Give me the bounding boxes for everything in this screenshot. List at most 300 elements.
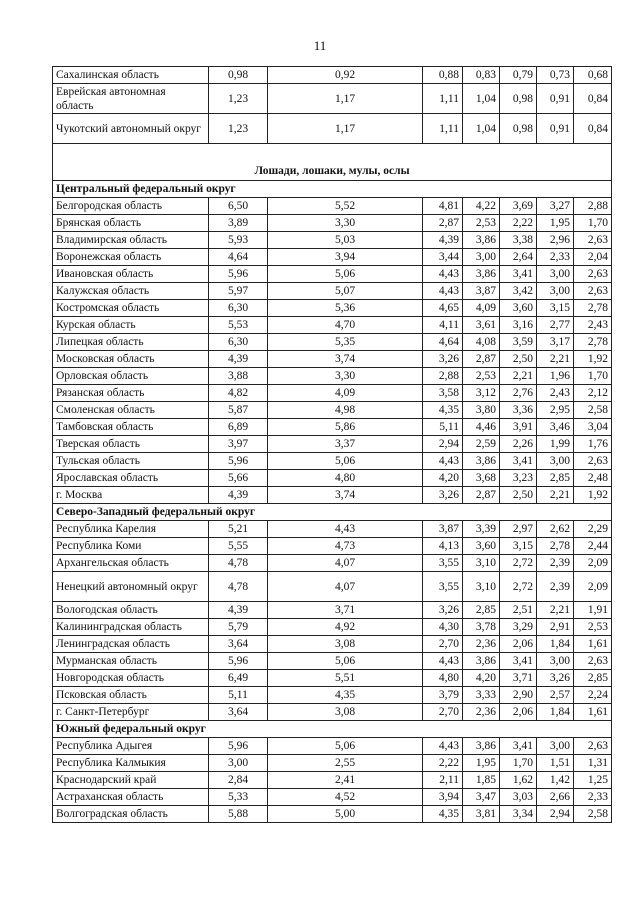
table-row	[53, 368, 612, 385]
subject-name-cell: Мурманская область	[53, 653, 209, 670]
value-cell-1: 4,78	[209, 572, 268, 602]
subject-name-cell: Ненецкий автономный округ	[53, 572, 209, 602]
table-row	[53, 266, 612, 283]
value-cell-6: 3,15	[537, 300, 574, 317]
value-cell-1: 6,49	[209, 670, 268, 687]
subject-name-cell: Псковская область	[53, 687, 209, 704]
value-cell-5: 3,15	[500, 538, 537, 555]
value-cell-7: 2,43	[574, 317, 612, 334]
value-cell-3: 3,79	[423, 687, 463, 704]
value-cell-1: 6,30	[209, 334, 268, 351]
value-cell-2: 3,94	[268, 249, 423, 266]
value-cell-5: 3,60	[500, 300, 537, 317]
table-row	[53, 738, 612, 755]
value-cell-3: 2,70	[423, 636, 463, 653]
region-header-row	[53, 721, 612, 738]
value-cell-7: 2,09	[574, 555, 612, 572]
table-row	[53, 487, 612, 504]
value-cell-6: 2,78	[537, 538, 574, 555]
table-row	[53, 619, 612, 636]
value-cell-5: 2,51	[500, 602, 537, 619]
value-cell-4: 3,61	[463, 317, 500, 334]
value-cell-3: 3,44	[423, 249, 463, 266]
value-cell-4: 1,85	[463, 772, 500, 789]
value-cell-4: 2,53	[463, 368, 500, 385]
value-cell-3: 4,43	[423, 653, 463, 670]
region-title: Северо-Западный федеральный округ	[53, 504, 612, 521]
value-cell-1: 5,21	[209, 521, 268, 538]
value-cell-3: 4,43	[423, 266, 463, 283]
value-cell-6: 1,96	[537, 368, 574, 385]
value-cell-2: 4,09	[268, 385, 423, 402]
value-cell-6: 2,62	[537, 521, 574, 538]
value-cell-5: 0,98	[500, 84, 537, 114]
value-cell-3: 5,11	[423, 419, 463, 436]
value-cell-6: 2,39	[537, 555, 574, 572]
value-cell-5: 2,22	[500, 215, 537, 232]
value-cell-2: 3,30	[268, 215, 423, 232]
value-cell-2: 4,80	[268, 470, 423, 487]
value-cell-2: 3,74	[268, 351, 423, 368]
value-cell-6: 2,77	[537, 317, 574, 334]
subject-name-cell: Курская область	[53, 317, 209, 334]
value-cell-7: 1,76	[574, 436, 612, 453]
value-cell-6: 3,00	[537, 266, 574, 283]
subject-name-cell: Республика Карелия	[53, 521, 209, 538]
subject-name-cell: г. Санкт-Петербург	[53, 704, 209, 721]
value-cell-4: 4,46	[463, 419, 500, 436]
value-cell-4: 3,00	[463, 249, 500, 266]
value-cell-3: 4,39	[423, 232, 463, 249]
value-cell-3: 4,30	[423, 619, 463, 636]
region-title: Центральный федеральный округ	[53, 181, 612, 198]
value-cell-2: 5,52	[268, 198, 423, 215]
value-cell-6: 0,91	[537, 114, 574, 144]
value-cell-5: 1,70	[500, 755, 537, 772]
table-row	[53, 283, 612, 300]
value-cell-4: 3,81	[463, 806, 500, 823]
value-cell-4: 4,20	[463, 670, 500, 687]
region-header-row	[53, 504, 612, 521]
value-cell-1: 4,39	[209, 487, 268, 504]
value-cell-7: 3,04	[574, 419, 612, 436]
value-cell-2: 5,00	[268, 806, 423, 823]
value-cell-7: 2,48	[574, 470, 612, 487]
table-row	[53, 334, 612, 351]
value-cell-6: 0,73	[537, 67, 574, 84]
table-row	[53, 317, 612, 334]
value-cell-7: 2,58	[574, 806, 612, 823]
value-cell-3: 4,43	[423, 738, 463, 755]
table-row	[53, 789, 612, 806]
value-cell-1: 5,79	[209, 619, 268, 636]
value-cell-6: 2,21	[537, 602, 574, 619]
value-cell-3: 3,26	[423, 602, 463, 619]
subject-name-cell: Ярославская область	[53, 470, 209, 487]
value-cell-5: 2,72	[500, 555, 537, 572]
table-row	[53, 572, 612, 602]
value-cell-3: 4,64	[423, 334, 463, 351]
value-cell-4: 3,39	[463, 521, 500, 538]
value-cell-1: 5,87	[209, 402, 268, 419]
value-cell-5: 2,76	[500, 385, 537, 402]
value-cell-5: 3,36	[500, 402, 537, 419]
value-cell-3: 4,43	[423, 283, 463, 300]
table-row	[53, 215, 612, 232]
value-cell-7: 2,85	[574, 670, 612, 687]
value-cell-7: 2,12	[574, 385, 612, 402]
value-cell-1: 6,89	[209, 419, 268, 436]
subject-name-cell: Владимирская область	[53, 232, 209, 249]
value-cell-4: 3,86	[463, 738, 500, 755]
value-cell-6: 1,51	[537, 755, 574, 772]
table-row	[53, 351, 612, 368]
value-cell-5: 3,34	[500, 806, 537, 823]
value-cell-7: 1,31	[574, 755, 612, 772]
value-cell-1: 5,96	[209, 653, 268, 670]
table-row	[53, 67, 612, 84]
value-cell-5: 3,16	[500, 317, 537, 334]
value-cell-4: 2,87	[463, 351, 500, 368]
value-cell-6: 3,17	[537, 334, 574, 351]
value-cell-1: 3,88	[209, 368, 268, 385]
value-cell-7: 2,53	[574, 619, 612, 636]
value-cell-6: 1,95	[537, 215, 574, 232]
value-cell-7: 1,25	[574, 772, 612, 789]
value-cell-1: 3,64	[209, 636, 268, 653]
value-cell-1: 3,64	[209, 704, 268, 721]
value-cell-4: 2,59	[463, 436, 500, 453]
value-cell-5: 3,91	[500, 419, 537, 436]
value-cell-5: 3,71	[500, 670, 537, 687]
subject-name-cell: Ивановская область	[53, 266, 209, 283]
value-cell-2: 5,35	[268, 334, 423, 351]
value-cell-2: 5,86	[268, 419, 423, 436]
value-cell-3: 2,94	[423, 436, 463, 453]
value-cell-4: 3,80	[463, 402, 500, 419]
subject-name-cell: Вологодская область	[53, 602, 209, 619]
subject-name-cell: Калининградская область	[53, 619, 209, 636]
value-cell-4: 3,87	[463, 283, 500, 300]
subject-name-cell: Чукотский автономный округ	[53, 114, 209, 144]
value-cell-6: 2,96	[537, 232, 574, 249]
value-cell-3: 4,35	[423, 806, 463, 823]
value-cell-3: 1,11	[423, 114, 463, 144]
value-cell-7: 1,61	[574, 636, 612, 653]
subject-name-cell: Еврейская автономная область	[53, 84, 209, 114]
value-cell-7: 2,78	[574, 334, 612, 351]
value-cell-1: 6,30	[209, 300, 268, 317]
subject-name-cell: Тульская область	[53, 453, 209, 470]
value-cell-4: 3,10	[463, 572, 500, 602]
value-cell-4: 3,10	[463, 555, 500, 572]
value-cell-6: 3,26	[537, 670, 574, 687]
value-cell-3: 4,80	[423, 670, 463, 687]
value-cell-2: 3,08	[268, 636, 423, 653]
subject-name-cell: Республика Калмыкия	[53, 755, 209, 772]
value-cell-3: 4,11	[423, 317, 463, 334]
table-row	[53, 538, 612, 555]
value-cell-3: 0,88	[423, 67, 463, 84]
section-title: Лошади, лошаки, мулы, ослы	[53, 144, 612, 181]
value-cell-1: 0,98	[209, 67, 268, 84]
value-cell-4: 1,04	[463, 114, 500, 144]
table-body	[53, 67, 612, 823]
value-cell-6: 3,00	[537, 738, 574, 755]
value-cell-5: 3,41	[500, 266, 537, 283]
table-row	[53, 232, 612, 249]
table-row	[53, 402, 612, 419]
table-row	[53, 84, 612, 114]
value-cell-3: 2,87	[423, 215, 463, 232]
value-cell-4: 3,68	[463, 470, 500, 487]
value-cell-1: 3,00	[209, 755, 268, 772]
value-cell-3: 2,22	[423, 755, 463, 772]
value-cell-7: 2,29	[574, 521, 612, 538]
value-cell-2: 4,98	[268, 402, 423, 419]
table-row	[53, 470, 612, 487]
value-cell-2: 4,73	[268, 538, 423, 555]
value-cell-6: 3,00	[537, 453, 574, 470]
value-cell-3: 1,11	[423, 84, 463, 114]
value-cell-1: 5,11	[209, 687, 268, 704]
table-row	[53, 249, 612, 266]
value-cell-4: 3,86	[463, 266, 500, 283]
value-cell-3: 3,26	[423, 351, 463, 368]
table-row	[53, 114, 612, 144]
value-cell-7: 2,78	[574, 300, 612, 317]
value-cell-1: 5,53	[209, 317, 268, 334]
value-cell-7: 2,58	[574, 402, 612, 419]
value-cell-5: 3,03	[500, 789, 537, 806]
value-cell-7: 1,70	[574, 215, 612, 232]
value-cell-7: 2,63	[574, 266, 612, 283]
value-cell-3: 4,65	[423, 300, 463, 317]
value-cell-4: 4,08	[463, 334, 500, 351]
value-cell-5: 2,06	[500, 704, 537, 721]
value-cell-5: 0,79	[500, 67, 537, 84]
value-cell-1: 1,23	[209, 84, 268, 114]
value-cell-6: 1,99	[537, 436, 574, 453]
value-cell-2: 4,35	[268, 687, 423, 704]
value-cell-1: 4,78	[209, 555, 268, 572]
value-cell-1: 5,96	[209, 738, 268, 755]
value-cell-4: 3,78	[463, 619, 500, 636]
value-cell-1: 3,89	[209, 215, 268, 232]
value-cell-6: 2,39	[537, 572, 574, 602]
value-cell-7: 2,09	[574, 572, 612, 602]
value-cell-3: 3,55	[423, 555, 463, 572]
value-cell-4: 3,86	[463, 453, 500, 470]
subject-name-cell: Сахалинская область	[53, 67, 209, 84]
value-cell-7: 2,63	[574, 453, 612, 470]
value-cell-3: 3,94	[423, 789, 463, 806]
value-cell-2: 3,08	[268, 704, 423, 721]
table-row	[53, 653, 612, 670]
subject-name-cell: Костромская область	[53, 300, 209, 317]
table-row	[53, 636, 612, 653]
value-cell-5: 2,21	[500, 368, 537, 385]
value-cell-4: 3,86	[463, 653, 500, 670]
value-cell-2: 5,06	[268, 653, 423, 670]
value-cell-3: 3,58	[423, 385, 463, 402]
subject-name-cell: Липецкая область	[53, 334, 209, 351]
value-cell-5: 1,62	[500, 772, 537, 789]
value-cell-7: 2,88	[574, 198, 612, 215]
value-cell-5: 3,69	[500, 198, 537, 215]
value-cell-4: 1,95	[463, 755, 500, 772]
value-cell-6: 2,94	[537, 806, 574, 823]
subject-name-cell: Новгородская область	[53, 670, 209, 687]
value-cell-1: 1,23	[209, 114, 268, 144]
value-cell-1: 4,39	[209, 602, 268, 619]
value-cell-1: 5,96	[209, 266, 268, 283]
value-cell-6: 2,33	[537, 249, 574, 266]
table-row	[53, 521, 612, 538]
subject-name-cell: Смоленская область	[53, 402, 209, 419]
value-cell-3: 4,35	[423, 402, 463, 419]
value-cell-4: 2,85	[463, 602, 500, 619]
subject-name-cell: Тамбовская область	[53, 419, 209, 436]
value-cell-5: 2,64	[500, 249, 537, 266]
value-cell-2: 4,92	[268, 619, 423, 636]
value-cell-2: 4,07	[268, 555, 423, 572]
value-cell-5: 3,41	[500, 653, 537, 670]
value-cell-2: 5,07	[268, 283, 423, 300]
value-cell-5: 2,26	[500, 436, 537, 453]
value-cell-7: 2,63	[574, 653, 612, 670]
value-cell-4: 1,04	[463, 84, 500, 114]
value-cell-6: 2,21	[537, 351, 574, 368]
value-cell-3: 3,87	[423, 521, 463, 538]
value-cell-1: 5,97	[209, 283, 268, 300]
subject-name-cell: Калужская область	[53, 283, 209, 300]
value-cell-2: 5,06	[268, 738, 423, 755]
value-cell-3: 2,11	[423, 772, 463, 789]
value-cell-7: 2,24	[574, 687, 612, 704]
value-cell-2: 2,55	[268, 755, 423, 772]
value-cell-6: 1,84	[537, 704, 574, 721]
subject-name-cell: Московская область	[53, 351, 209, 368]
value-cell-3: 2,88	[423, 368, 463, 385]
value-cell-2: 5,51	[268, 670, 423, 687]
subject-name-cell: Белгородская область	[53, 198, 209, 215]
value-cell-6: 2,85	[537, 470, 574, 487]
value-cell-7: 1,92	[574, 487, 612, 504]
coefficients-table	[52, 66, 612, 823]
section-header-row	[53, 144, 612, 181]
value-cell-7: 0,84	[574, 114, 612, 144]
value-cell-4: 3,60	[463, 538, 500, 555]
table-row	[53, 772, 612, 789]
table-row	[53, 419, 612, 436]
value-cell-2: 3,37	[268, 436, 423, 453]
value-cell-6: 2,43	[537, 385, 574, 402]
value-cell-6: 2,21	[537, 487, 574, 504]
value-cell-3: 3,55	[423, 572, 463, 602]
value-cell-7: 2,44	[574, 538, 612, 555]
value-cell-2: 2,41	[268, 772, 423, 789]
value-cell-1: 5,96	[209, 453, 268, 470]
value-cell-2: 5,06	[268, 266, 423, 283]
value-cell-6: 2,91	[537, 619, 574, 636]
value-cell-5: 2,06	[500, 636, 537, 653]
table-row	[53, 602, 612, 619]
value-cell-3: 3,26	[423, 487, 463, 504]
value-cell-7: 1,61	[574, 704, 612, 721]
value-cell-7: 0,84	[574, 84, 612, 114]
value-cell-6: 3,46	[537, 419, 574, 436]
value-cell-4: 3,12	[463, 385, 500, 402]
value-cell-1: 5,33	[209, 789, 268, 806]
value-cell-1: 2,84	[209, 772, 268, 789]
value-cell-4: 3,86	[463, 232, 500, 249]
value-cell-7: 2,63	[574, 283, 612, 300]
value-cell-4: 2,36	[463, 704, 500, 721]
page-number: 11	[313, 38, 327, 53]
subject-name-cell: Республика Адыгея	[53, 738, 209, 755]
value-cell-3: 4,13	[423, 538, 463, 555]
value-cell-1: 4,82	[209, 385, 268, 402]
value-cell-6: 3,00	[537, 653, 574, 670]
value-cell-2: 3,30	[268, 368, 423, 385]
value-cell-2: 4,70	[268, 317, 423, 334]
subject-name-cell: Астраханская область	[53, 789, 209, 806]
value-cell-2: 5,03	[268, 232, 423, 249]
value-cell-1: 5,93	[209, 232, 268, 249]
table-row	[53, 687, 612, 704]
value-cell-6: 1,42	[537, 772, 574, 789]
value-cell-2: 3,74	[268, 487, 423, 504]
subject-name-cell: Архангельская область	[53, 555, 209, 572]
value-cell-6: 3,27	[537, 198, 574, 215]
value-cell-1: 5,66	[209, 470, 268, 487]
value-cell-3: 4,81	[423, 198, 463, 215]
value-cell-6: 2,57	[537, 687, 574, 704]
value-cell-5: 2,97	[500, 521, 537, 538]
value-cell-1: 4,64	[209, 249, 268, 266]
value-cell-5: 3,59	[500, 334, 537, 351]
value-cell-5: 3,38	[500, 232, 537, 249]
region-title: Южный федеральный округ	[53, 721, 612, 738]
value-cell-1: 5,88	[209, 806, 268, 823]
value-cell-7: 2,63	[574, 232, 612, 249]
value-cell-6: 1,84	[537, 636, 574, 653]
value-cell-7: 0,68	[574, 67, 612, 84]
value-cell-5: 2,50	[500, 351, 537, 368]
subject-name-cell: Орловская область	[53, 368, 209, 385]
value-cell-5: 3,41	[500, 738, 537, 755]
value-cell-2: 4,07	[268, 572, 423, 602]
value-cell-7: 2,63	[574, 738, 612, 755]
value-cell-7: 2,33	[574, 789, 612, 806]
subject-name-cell: Брянская область	[53, 215, 209, 232]
value-cell-6: 2,66	[537, 789, 574, 806]
value-cell-7: 1,70	[574, 368, 612, 385]
value-cell-5: 2,72	[500, 572, 537, 602]
subject-name-cell: Ленинградская область	[53, 636, 209, 653]
value-cell-1: 6,50	[209, 198, 268, 215]
table-row	[53, 755, 612, 772]
value-cell-2: 1,17	[268, 84, 423, 114]
subject-name-cell: Воронежская область	[53, 249, 209, 266]
subject-name-cell: Тверская область	[53, 436, 209, 453]
subject-name-cell: Волгоградская область	[53, 806, 209, 823]
value-cell-7: 2,04	[574, 249, 612, 266]
table-row	[53, 555, 612, 572]
value-cell-5: 3,41	[500, 453, 537, 470]
subject-name-cell: г. Москва	[53, 487, 209, 504]
